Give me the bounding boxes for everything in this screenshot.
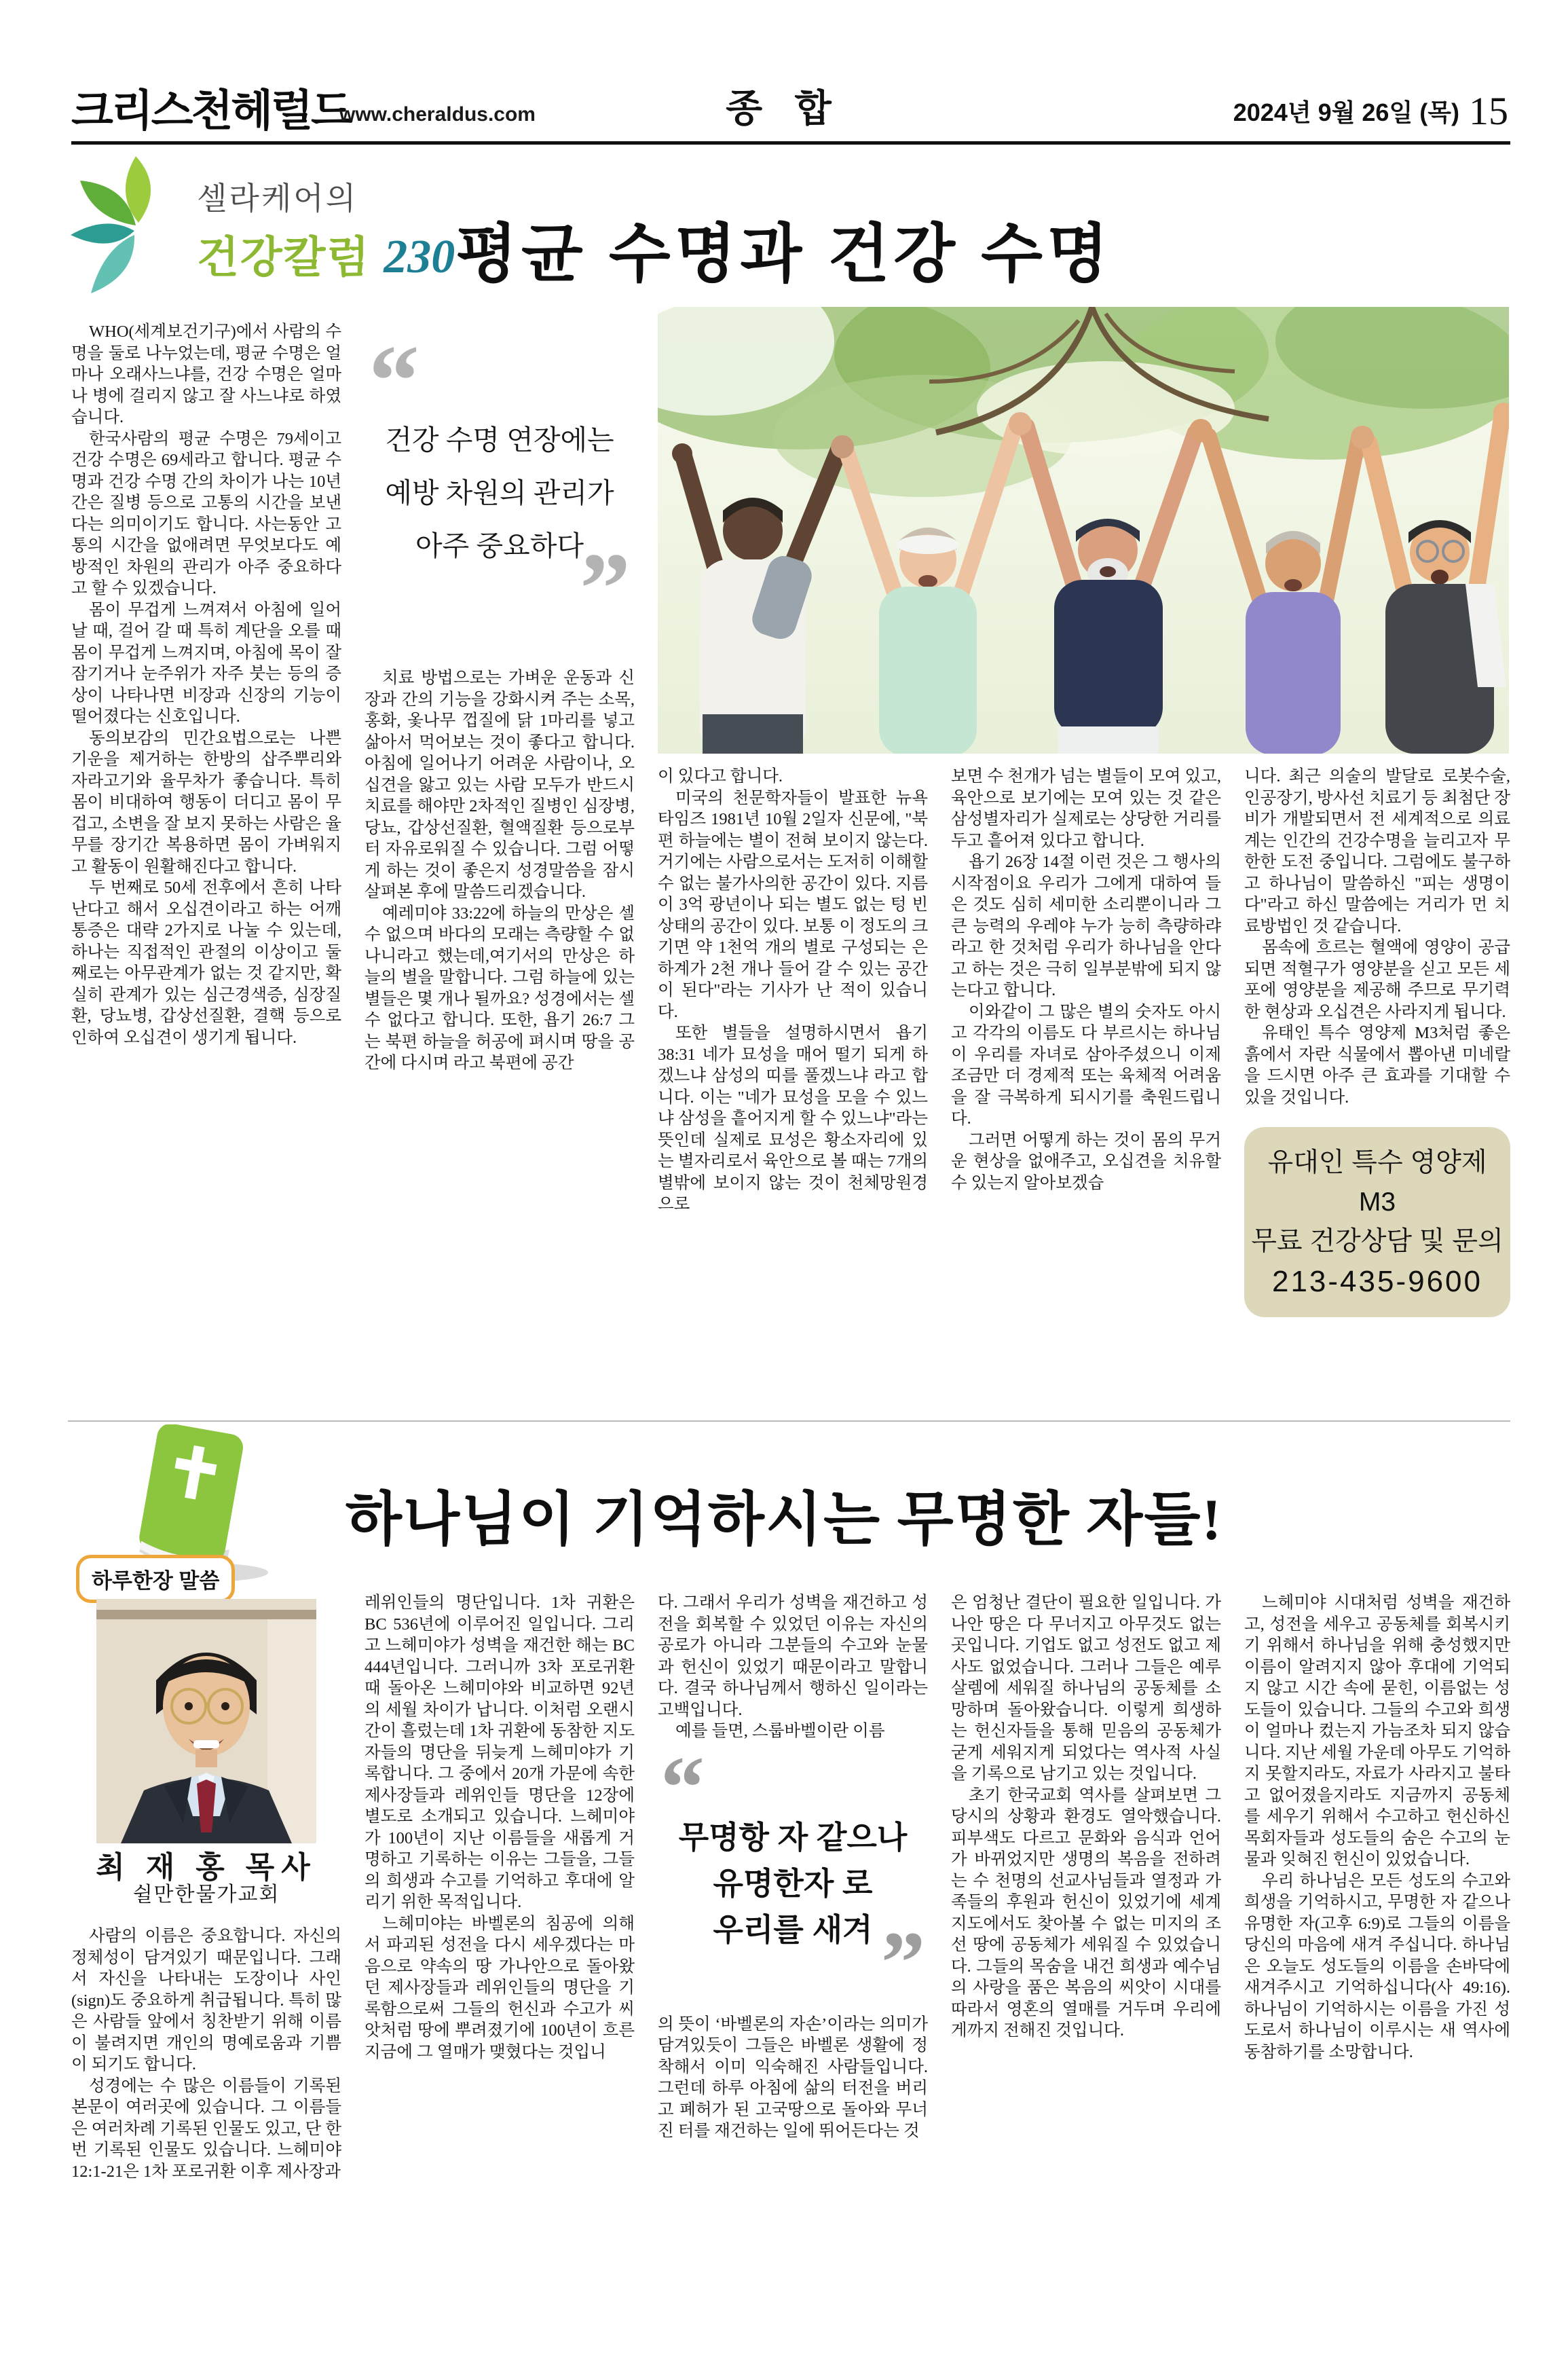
- nutrition-ad-box: [1244, 1127, 1510, 1317]
- article2-column-1: [71, 1592, 341, 2325]
- paragraph: 느헤미야 시대처럼 성벽을 재건하고, 성전을 세우고 공동체를 회복시키기 위해서 하나님을 위해 충성했지만 이름이 알려지지 않아 후대에 기억되지 않고 시간 속에 묻힌, 이름없는 성도들이 있습니다. 그들의 수고와 희생이 얼마나 컸는지 가늠조차 되지 않습니다. 지난 세월 가운데 아무도 기억하지 못할지라도, 자료가 사라지고 불타고 없어졌을지라도 지금까지 공동체를 세우기 위해서 수고하고 헌신하신 목회자들과 성도들의 숨은 수고의 눈물과 잊혀진 헌신이 있었습니다.: [1244, 1594, 1510, 1868]
- paragraph: 몸속에 흐르는 혈액에 영양이 공급되면 적혈구가 영양분을 싣고 모든 세포에 영양분을 제공해 주므로 무기력한 현상과 오십견은 사라지게 됩니다.: [1244, 938, 1510, 1021]
- paragraph: 초기 한국교회 역사를 살펴보면 그당시의 상황과 환경도 열악했습니다. 피부색도 다르고 문화와 음식과 언어가 바뀌었지만 생명의 복음을 전하려는 수 천명의 선교사님들과 열정과 가족들의 후원과 헌신이 있었기에 세계 지도에서도 찾아볼 수 없는 미지의 조선 땅에 공동체가 세워질 수 있었습니다. 그들의 목숨을 내건 희생과 예수님의 사랑을 품은 복음의 씨앗이 시대를 따라서 영혼의 열매를 거두며 우리에게까지 전해진 것입니다.: [951, 1786, 1221, 2040]
- close-quote-icon: ”: [580, 532, 631, 645]
- newspaper-website: www.cheraldus.com: [339, 103, 536, 126]
- paragraph: 느헤미야는 바벨론의 침공에 의해서 파괴된 성전을 다시 세우겠다는 마음으로 약속의 땅 가나안으로 돌아왔던 제사장들과 레위인들의 명단을 기록함으로써 그들의 헌신과 수고가 씨앗처럼 땅에 뿌려졌기에 100년이 흐른 지금에 그 열매가 맺혔다는 것입니: [365, 1914, 635, 2061]
- ad-line-2: 무료 건강상담 및 문의: [1251, 1227, 1504, 1256]
- pastor-photo: [96, 1599, 316, 1843]
- health-logo-line1: 셀라케어의: [197, 181, 358, 216]
- pull-quote-line: 우리를 새겨: [713, 1911, 873, 1947]
- pull-quote-line: 건강 수명 연장에는: [385, 424, 614, 456]
- group-photo: [658, 307, 1509, 754]
- paragraph: 이와같이 그 많은 별의 숫자도 아시고 각각의 이름도 다 부르시는 하나님이 우리를 자녀로 삼아주셨으니 이제 조금만 더 경제적 또는 육체적 어려움을 잘 극복하게 되시기를 축원드립니다.: [951, 1002, 1221, 1128]
- pull-quote-line: 예방 차원의 관리가: [385, 477, 614, 509]
- paragraph: 몸이 무겁게 느껴져서 아침에 일어날 때, 걸어 갈 때 특히 계단을 오를 때 몸이 무겁게 느껴지며, 아침에 목이 잘 잠기거나 눈주위가 자주 붓는 등의 증상이 나타나면 비장과 신장의 기능이 떨어졌다는 신호입니다.: [71, 600, 341, 726]
- article2-column-2: [365, 1592, 635, 2325]
- paragraph: 보면 수 천개가 넘는 별들이 모여 있고, 육안으로 보기에는 모여 있는 것 같은 삼성별자리가 실제로는 상당한 거리를 두고 흩어져 있다고 합니다.: [951, 767, 1221, 850]
- paragraph: 은 엄청난 결단이 필요한 일입니다. 가나안 땅은 다 무너지고 아무것도 없는 곳입니다. 기업도 없고 성전도 없고 제사도 없었습니다. 그러나 그들은 예루살렘에 세워질 하나님의 공동체를 소망하며 돌아왔습니다. 이렇게 희생하는 헌신자들을 통해 믿음의 공동체가 굳게 세워지게 되었다는 역사적 사실을 기록으로 남기고 있는 것입니다.: [951, 1594, 1221, 1783]
- article2-column-4: [951, 1592, 1221, 2325]
- close-quote-icon: ”: [881, 1913, 925, 2012]
- article1-column-3: [658, 766, 928, 1418]
- pull-quote-line: 유명한자 로: [713, 1865, 873, 1901]
- pull-quote: [369, 325, 631, 645]
- paragraph: 미국의 천문학자들이 발표한 뉴욕타임즈 1981년 10월 2일자 신문에, "북편 하늘에는 별이 전혀 보이지 않는다. 거기에는 사람으로서는 도저히 이해할 수 없는 불가사의한 공간이 있다. 지름이 3억 광년이나 되는 별도 없는 텅 빈 상태의 공간이 있다. 보통 이 정도의 크기면 약 1천억 개의 별로 구성되는 은하계가 2천 개나 들어 갈 수 있는 공간이 된다"라는 기사가 난 적이 있습니다.: [658, 788, 928, 1021]
- paragraph: 두 번째로 50세 전후에서 흔히 나타난다고 해서 오십견이라고 하는 어깨통증은 대략 2가지로 나눌 수 있는데, 하나는 직접적인 관절의 이상이고 둘째로는 아무관계가 없는 것 같지만, 확실히 관계가 있는 심근경색증, 심장질환, 당뇨병, 갑상선질환, 결핵 등으로 인하여 오십견이 생기게 됩니다.: [71, 879, 341, 1047]
- ad-phone-number: 213-435-9600: [1271, 1265, 1482, 1298]
- paragraph: 욥기 26장 14절 이런 것은 그 행사의 시작점이요 우리가 그에게 대하여 들은 것도 심히 세미한 소리뿐이니라 그 큰 능력의 우레야 누가 능히 측량하랴 라고 한 것처럼 우리가 하나님을 안다고 하는 것은 극히 일부분밖에 되지 않는다고 합니다.: [951, 853, 1221, 999]
- paragraph: 이 있다고 합니다.: [658, 767, 783, 786]
- article1-column-1: [71, 321, 341, 1418]
- article2-column-3: [658, 1592, 928, 2325]
- header-rule: [71, 141, 1510, 145]
- article2-column-5: [1244, 1592, 1510, 2325]
- paragraph: 동의보감의 민간요법으로는 나쁜 기운을 제거하는 한방의 삽주뿌리와 자라고기와 율무차가 좋습니다. 특히 몸이 비대하여 행동이 더디고 몸이 무겁고, 소변을 잘 보지 못하는 사람은 율무를 장기간 복용하면 몸이 가벼워지고 활동이 원활해진다고 합니다.: [71, 729, 341, 876]
- issue-date: 2024년 9월 26일 (목): [1233, 98, 1459, 126]
- health-logo-number: 230: [384, 231, 455, 283]
- health-logo-line2: 건강칼럼: [197, 233, 371, 282]
- paragraph: 의 뜻이 ‘바벨론의 자손’이라는 의미가 담겨있듯이 그들은 바벨론 생활에 정착해서 이미 익숙해진 사람들입니다. 그런데 하루 아침에 삶의 터전을 버리고 폐허가 된 고국땅으로 돌아와 무너진 터를 재건하는 일에 뛰어든다는 것: [658, 2014, 928, 2140]
- paragraph: WHO(세계보건기구)에서 사람의 수명을 둘로 나누었는데, 평균 수명은 얼마나 오래사느냐를, 건강 수명은 얼마나 병에 걸리지 않고 잘 사느냐로 하였습니다.: [71, 323, 341, 426]
- page-number: 15: [1469, 89, 1508, 133]
- open-quote-icon: “: [660, 1738, 705, 1837]
- article1-column-2: [365, 321, 635, 1418]
- article2-title: 하나님이 기억하시는 무명한 자들!: [345, 1487, 1223, 1552]
- daily-word-badge: 하루한장 말씀: [76, 1555, 235, 1603]
- pull-quote-line: 무명항 자 같으나: [678, 1819, 908, 1855]
- article1-title: 평균 수명과 건강 수명: [455, 218, 1113, 289]
- paragraph: 예레미야 33:22에 하늘의 만상은 셀 수 없으며 바다의 모래는 측량할 수 없나니라고 했는데,여기서의 만상은 하늘의 별을 말합니다. 그럼 하늘에 있는 별들은 몇 개나 될까요? 성경에서는 셀 수 없다고 합니다. 또한, 욥기 26:7 그는 북편 하늘을 허공에 펴시며 땅을 공간에 다시며 라고 북편에 공간: [365, 904, 635, 1072]
- paragraph: 다. 그래서 우리가 성벽을 재건하고 성전을 회복할 수 있었던 이유는 자신의 공로가 아니라 그분들의 수고와 눈물과 헌신이 있었기 때문이라고 말합니다. 결국 하나님께서 행하신 일이라는 고백입니다.: [658, 1594, 928, 1719]
- paragraph: 치료 방법으로는 가벼운 운동과 신장과 간의 기능을 강화시켜 주는 소목, 홍화, 옻나무 껍질에 닭 1마리를 넣고 삶아서 먹어보는 것이 좋다고 합니다. 아침에 일어나기 어려운 사람이나, 오십견을 앓고 있는 사람 모두가 반드시 치료를 해야만 2차적인 질병인 심장병, 당뇨, 갑상선질환, 혈액질환 등으로부터 자유로워질 수 있습니다. 그럼 어떻게 하는 것이 좋은지 성경말씀을 잠시 살펴본 후에 말씀드리겠습니다.: [365, 669, 635, 901]
- article-separator-rule: [68, 1420, 1510, 1422]
- paragraph: 사람의 이름은 중요합니다. 자신의 정체성이 담겨있기 때문입니다. 그래서 자신을 나타내는 도장이나 사인(sign)도 중요하게 취급됩니다. 특히 많은 사람들 앞에서 칭찬받기 위해 이름이 불려지면 개인의 명예로움과 기쁨이 되기도 합니다.: [71, 1927, 341, 2074]
- paragraph: 한국사람의 평균 수명은 79세이고 건강 수명은 69세라고 합니다. 평균 수명과 건강 수명 간의 차이가 나는 10년간은 질병 등으로 고통의 시간을 보낸다는 의미이기도 합니다. 사는동안 고통의 시간을 없애려면 무엇보다도 예방적인 차원의 관리가 아주 중요하다고 할 수 있겠습니다.: [71, 429, 341, 597]
- paragraph: 그러면 어떻게 하는 것이 몸의 무거운 현상을 없애주고, 오십견을 치유할 수 있는지 알아보겠습: [951, 1130, 1221, 1192]
- open-quote-icon: “: [369, 325, 419, 437]
- pull-quote-line: 아주 중요하다: [415, 530, 584, 561]
- paragraph: 우리 하나님은 모든 성도의 수고와 희생을 기억하시고, 무명한 자 같으나 유명한 자(고후 6:9)로 그들의 이름을 당신의 마음에 새겨 주십니다. 하나님은 오늘도 성도들의 이름을 손바닥에 새겨주시고 기억하십니다(사 49:16). 하나님이 기억하시는 이름을 가진 성도로서 하나님이 이루시는 새 역사에 동참하기를 소망합니다.: [1244, 1871, 1510, 2061]
- newspaper-logo: 크리스천헤럴드: [71, 86, 351, 135]
- ad-line-1: 유대인 특수 영양제 M3: [1267, 1148, 1487, 1217]
- paragraph: 예를 들면, 스룹바벨이란 이름: [675, 1722, 885, 1740]
- paragraph: 유태인 특수 영양제 M3처럼 좋은 흙에서 자란 식물에서 뽑아낸 미네랄을 드시면 아주 큰 효과를 기대할 수 있을 것입니다.: [1244, 1024, 1510, 1107]
- article1-column-5: [1244, 766, 1510, 1418]
- author-church: 쉴만한물가교회: [132, 1883, 280, 1906]
- paragraph: 성경에는 수 많은 이름들이 기록된 본문이 여러곳에 있습니다. 그 이름들은 여러차례 기록된 인물도 있고, 단 한 번 기록된 인물도 있습니다. 느헤미야 12:1-21은 1차 포로귀환 이후 제사장과: [71, 2076, 341, 2181]
- section-title: 종 합: [726, 87, 842, 130]
- issue-date-block: [1233, 88, 1508, 134]
- article1-column-4: [951, 766, 1221, 1418]
- author-name: 최 재 홍 목사: [96, 1851, 317, 1884]
- paragraph: 레위인들의 명단입니다. 1차 귀환은 BC 536년에 이루어진 일입니다. 그리고 느헤미야가 성벽을 재건한 해는 BC 444년입니다. 그러니까 3차 포로귀환 때 돌아온 느헤미야와 비교하면 92년의 세월 차이가 납니다. 이처럼 오랜시간이 흘렀는데 1차 귀환에 동참한 지도자들의 명단을 뒤늦게 느헤미야가 기록합니다. 그 중에서 20개 가문에 속한 제사장들과 레위인들 명단을 12장에 별도로 소개되고 있습니다. 느헤미야가 100년이 지난 이름들을 새롭게 거명하고 기록하는 이유는 그들을, 그들의 희생과 수고를 기억하고 후대에 알리기 위한 목적입니다.: [365, 1594, 635, 1911]
- pull-quote: [660, 1738, 925, 2012]
- paragraph: 또한 별들을 설명하시면서 욥기 38:31 네가 묘성을 매어 떨기 되게 하겠느냐 삼성의 띠를 풀겠느냐 라고 합니다. 이는 "네가 묘성을 모을 수 있느냐 삼성을 흩어지게 할 수 있느냐"라는 뜻인데 실제로 묘성은 황소자리에 있는 별자리로서 육안으로 볼 때는 7개의 별밖에 보이지 않는 것이 천체망원경으로: [658, 1024, 928, 1213]
- paragraph: 니다. 최근 의술의 발달로 로봇수술, 인공장기, 방사선 치료기 등 최첨단 장비가 개발되면서 전 세계적으로 의료계는 인간의 건강수명을 늘리고자 무한한 도전 중입니다. 그럼에도 불구하고 하나님이 말씀하신 "피는 생명이다"라고 하신 말씀에는 거리가 먼 치료방법인 것 같습니다.: [1244, 767, 1510, 936]
